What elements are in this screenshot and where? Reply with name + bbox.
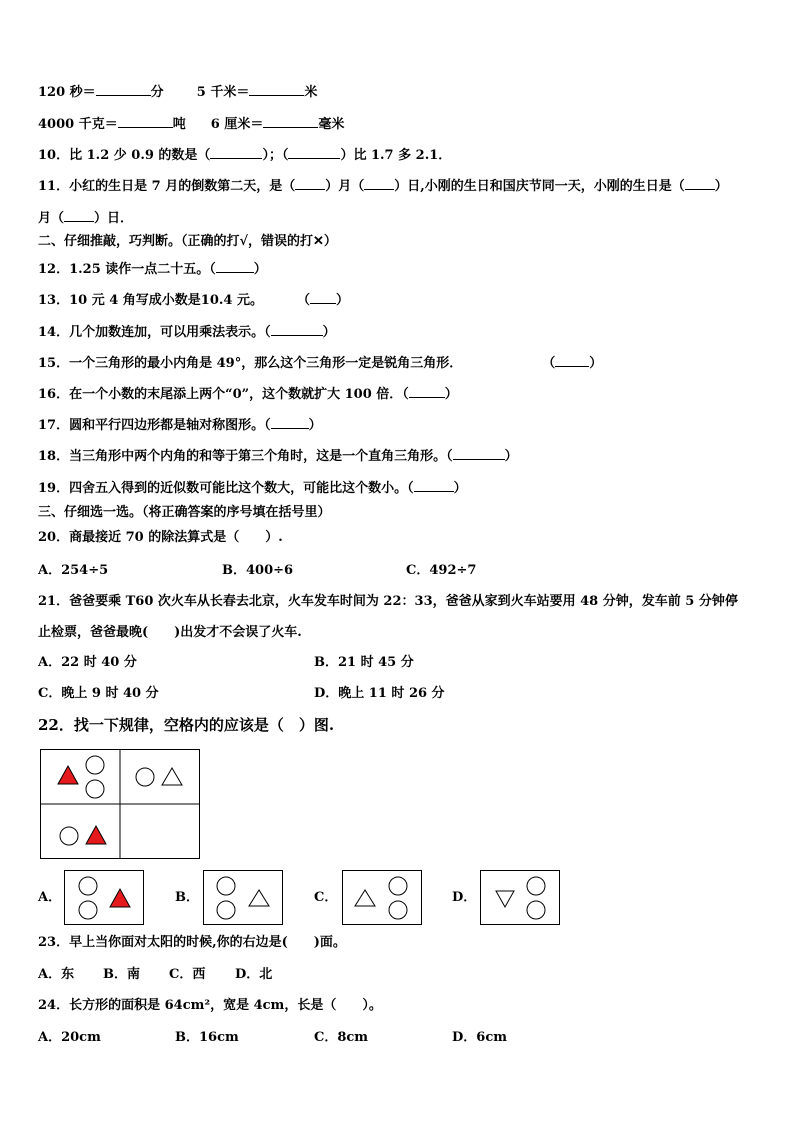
q22-option-a[interactable] bbox=[64, 870, 144, 925]
q23-option-d[interactable]: D．北 bbox=[235, 967, 273, 982]
q22-option-a-label[interactable]: A． bbox=[38, 890, 62, 905]
q22-option-c-figure bbox=[342, 870, 422, 925]
q23-option-c[interactable]: C．西 bbox=[169, 967, 206, 982]
q22-option-d-label[interactable]: D． bbox=[452, 890, 477, 905]
q22-option-a-figure bbox=[64, 870, 144, 925]
pattern-grid bbox=[40, 749, 200, 859]
answer-blank[interactable] bbox=[555, 354, 589, 367]
question-13: 13．10 元 4 角写成小数是10.4 元。 （ ） bbox=[38, 293, 350, 308]
question-11-continued: 月（ ）日． bbox=[38, 211, 134, 226]
circle-icon bbox=[86, 756, 104, 774]
question-16: 16．在一个小数的末尾添上两个“0”，这个数就扩大 100 倍．（ ） bbox=[38, 387, 458, 402]
red-triangle-icon bbox=[110, 889, 130, 907]
q24-option-a[interactable]: A．20cm bbox=[38, 1030, 101, 1045]
q24-option-d[interactable]: D．6cm bbox=[452, 1030, 507, 1045]
circle-icon bbox=[60, 827, 78, 845]
q24-option-c[interactable]: C．8cm bbox=[314, 1030, 369, 1045]
q22-option-b-figure bbox=[203, 870, 283, 925]
circle-icon bbox=[389, 877, 407, 895]
q22-option-d[interactable] bbox=[480, 870, 560, 925]
q20-option-b[interactable]: B．400÷6 bbox=[222, 563, 294, 578]
answer-blank[interactable] bbox=[364, 177, 394, 190]
question-20: 20．商最接近 70 的除法算式是（ ）. bbox=[38, 530, 283, 545]
answer-blank[interactable] bbox=[414, 479, 454, 492]
conversion-line-1: 120 秒＝ 分 5 千米＝ 米 bbox=[38, 85, 318, 100]
answer-blank[interactable] bbox=[64, 209, 94, 222]
q22-option-b[interactable] bbox=[203, 870, 283, 925]
answer-blank[interactable] bbox=[685, 177, 715, 190]
question-17: 17．圆和平行四边形都是轴对称图形。（ ） bbox=[38, 418, 322, 433]
answer-blank[interactable] bbox=[271, 416, 309, 429]
answer-blank[interactable] bbox=[409, 385, 445, 398]
red-triangle-icon bbox=[58, 766, 78, 784]
question-14: 14．几个加数连加，可以用乘法表示。（ ） bbox=[38, 325, 336, 340]
conversion-line-2: 4000 千克＝ 吨 6 厘米＝ 毫米 bbox=[38, 117, 345, 132]
triangle-icon bbox=[249, 890, 269, 906]
answer-blank[interactable] bbox=[295, 177, 325, 190]
circle-icon bbox=[217, 901, 235, 919]
triangle-icon bbox=[162, 768, 182, 785]
inverted-triangle-icon bbox=[496, 891, 514, 907]
question-21: 21．爸爸要乘 T60 次火车从长春去北京，火车发车时间为 22：33，爸爸从家到火车站要用 48 分钟，发车前 5 分钟停 bbox=[38, 594, 738, 609]
answer-blank[interactable] bbox=[271, 323, 323, 336]
q22-option-c-label[interactable]: C． bbox=[314, 890, 338, 905]
answer-blank[interactable] bbox=[96, 83, 151, 96]
answer-blank[interactable] bbox=[210, 146, 262, 159]
question-10: 10．比 1.2 少 0.9 的数是（ ）；（ ）比 1.7 多 2.1． bbox=[38, 148, 452, 163]
answer-blank[interactable] bbox=[216, 260, 254, 273]
section-3-heading: 三、仔细选一选。（将正确答案的序号填在括号里） bbox=[38, 505, 331, 520]
q21-option-c[interactable]: C．晚上 9 时 40 分 bbox=[38, 686, 159, 701]
circle-icon bbox=[79, 877, 97, 895]
circle-icon bbox=[86, 780, 104, 798]
red-triangle-icon bbox=[86, 826, 106, 844]
circle-icon bbox=[527, 877, 545, 895]
q22-option-b-label[interactable]: B． bbox=[175, 890, 199, 905]
question-12: 12．1.25 读作一点二十五。（ ） bbox=[38, 262, 267, 277]
question-19: 19．四舍五入得到的近似数可能比这个数大，可能比这个数小。（ ） bbox=[38, 481, 467, 496]
answer-blank[interactable] bbox=[288, 146, 340, 159]
question-11: 11．小红的生日是 7 月的倒数第二天，是（ ）月（ ）日,小刚的生日和国庆节同一天，小刚的生日是（ ） bbox=[38, 179, 728, 194]
question-22: 22．找一下规律，空格内的应该是（ ）图. bbox=[38, 716, 335, 734]
answer-blank[interactable] bbox=[453, 447, 505, 460]
answer-blank[interactable] bbox=[310, 291, 336, 304]
circle-icon bbox=[136, 768, 154, 786]
q23-option-b[interactable]: B．南 bbox=[103, 967, 140, 982]
answer-blank[interactable] bbox=[118, 115, 173, 128]
answer-blank[interactable] bbox=[263, 115, 318, 128]
circle-icon bbox=[217, 877, 235, 895]
q20-option-a[interactable]: A．254÷5 bbox=[38, 563, 109, 578]
question-21-continued: 止检票，爸爸最晚( )出发才不会误了火车. bbox=[38, 625, 302, 640]
question-24: 24．长方形的面积是 64cm²，宽是 4cm，长是（ ）。 bbox=[38, 998, 382, 1013]
q22-option-c[interactable] bbox=[342, 870, 422, 925]
q21-option-a[interactable]: A．22 时 40 分 bbox=[38, 655, 137, 670]
question-18: 18．当三角形中两个内角的和等于第三个角时，这是一个直角三角形。（ ） bbox=[38, 449, 518, 464]
pattern-grid-figure bbox=[40, 749, 200, 859]
q21-option-d[interactable]: D．晚上 11 时 26 分 bbox=[314, 686, 445, 701]
circle-icon bbox=[79, 901, 97, 919]
answer-blank[interactable] bbox=[249, 83, 304, 96]
question-23: 23．早上当你面对太阳的时候,你的右边是( )面。 bbox=[38, 935, 346, 950]
circle-icon bbox=[389, 901, 407, 919]
triangle-icon bbox=[355, 890, 375, 906]
section-2-heading: 二、仔细推敲，巧判断。（正确的打√，错误的打✕） bbox=[38, 234, 337, 249]
question-15: 15．一个三角形的最小内角是 49°，那么这个三角形一定是锐角三角形． （ ） bbox=[38, 356, 603, 371]
q20-option-c[interactable]: C．492÷7 bbox=[406, 563, 477, 578]
q22-option-d-figure bbox=[480, 870, 560, 925]
circle-icon bbox=[527, 901, 545, 919]
q21-option-b[interactable]: B．21 时 45 分 bbox=[314, 655, 414, 670]
q24-option-b[interactable]: B．16cm bbox=[175, 1030, 239, 1045]
q23-option-a[interactable]: A．东 bbox=[38, 967, 75, 982]
